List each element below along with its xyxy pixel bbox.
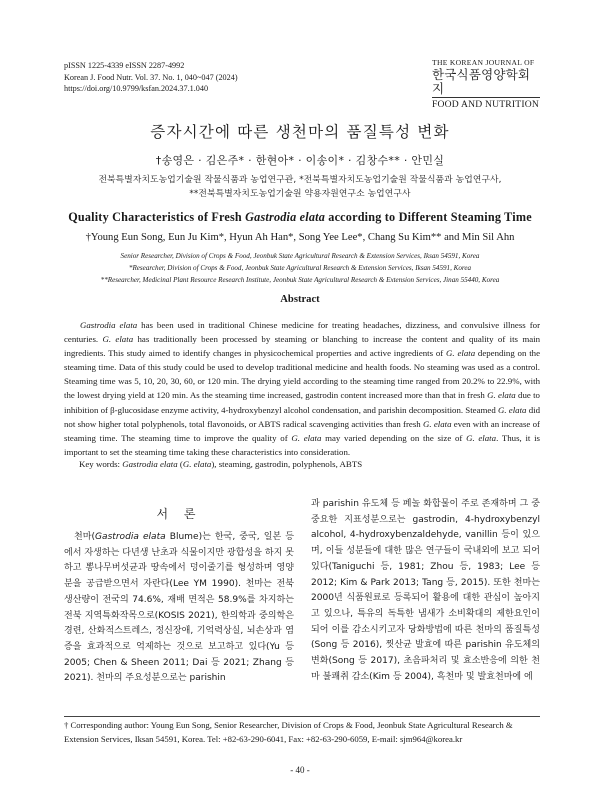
- abstract-span: may varied depending on the size of: [321, 432, 467, 443]
- text-span: Blume)는 한국, 중국, 일본 등에서 자생하는 다년생 난초과 식물이지만 광합성을 하지 못하고 뽕나무버섯균과 땅속에서 덩이줄기를 형성하며 영양분을 공급받으면서 자란다(Lee YM 1990). 천마는 전북 생산량이 전국의 74.6%, 재배 면적은 58.9%를 차지하는 전북 지역특화작목으로(KOSIS 2021), 한의학과 중의학은 경련, 산화적스트레스, 정신장애, 기억력상실, 뇌손상과 염증을 효과적으로 억제하는 것으로 보고하고 있다(Yu 등 2005; Chen & Sheen 2011; Dai 등 2021; Zhang 등 2021). 천마의 주요성분으로는 parishin: [64, 532, 295, 684]
- korean-title: 증자시간에 따른 생천마의 품질특성 변화: [150, 123, 450, 141]
- abstract-span: G. elata: [291, 432, 322, 443]
- abstract-span: . Thus, it is important to set the steaming time taking these characteristics into consideration.: [64, 432, 540, 457]
- abstract-span: has traditionally been processed by steaming or blanching to increase the content and quality of its main ingredients. This study aimed to identify changes in physicochemical properties and active ingredients of: [64, 334, 540, 359]
- keyword-sep: (: [177, 459, 183, 469]
- doi-link[interactable]: https://doi.org/10.9799/ksfan.2024.37.1.040: [64, 84, 209, 93]
- keywords-label: Key words:: [79, 459, 123, 469]
- keyword: Gastrodia elata: [122, 459, 178, 469]
- journal-logo-line3: FOOD AND NUTRITION: [432, 99, 539, 110]
- abstract-span: G. elata: [422, 418, 452, 429]
- journal-meta: [64, 60, 238, 95]
- english-title: [0, 210, 600, 225]
- section-heading-introduction: 서 론: [156, 507, 202, 521]
- korean-affiliation-1: 전북특별자치도농업기술원 작물식품과 농업연구관, *전북특별자치도농업기술원 작물식품과 농업연구사,: [98, 175, 502, 185]
- abstract-span: even with an increase of steaming time. The steaming time to improve the quality of: [64, 418, 540, 443]
- journal-reference: Korean J. Food Nutr. Vol. 37. No. 1, 040~047 (2024): [64, 72, 238, 82]
- english-affiliation-3: **Researcher, Medicinal Plant Resource Research Institute, Jeonbuk State Agricultural Research & Extension Services, Jinan 55440, Korea: [100, 276, 500, 284]
- keyword: G. elata: [182, 459, 212, 469]
- keyword: ), steaming, gastrodin, polyphenols, ABTS: [211, 459, 363, 469]
- left-column-text: [64, 530, 294, 687]
- abstract-span: Gastrodia elata: [80, 320, 138, 330]
- journal-logo-korean: 한국식품영양학회지: [432, 67, 531, 96]
- abstract-span: did not show higher total polyphenols, total flavonoids, or ABTS radical scavenging activities than fresh: [64, 404, 540, 429]
- abstract-span: G. elata: [466, 432, 497, 443]
- page-number: - 40 -: [290, 765, 310, 775]
- english-title-species: Gastrodia elata: [245, 210, 326, 224]
- abstract-span: G. elata: [446, 348, 476, 359]
- english-title-post: according to Different Steaming Time: [325, 210, 532, 224]
- footnote-divider: [64, 716, 540, 717]
- abstract-span: depending on the steaming time. Data of this study could be used to develop traditional medicine and health foods. No steaming was used as a control. Steaming time was 5, 10, 20, 30, 60, or 120 min. The drying yield according to the steaming time ranged from 20.2% to 22.9%, with the lowest drying yield at 120 min. As the steaming time increased, gastrodin content increased more than that in fresh: [64, 348, 540, 401]
- abstract-span: has been used in traditional Chinese medicine for treating headaches, dizziness, and convulsive illness for centuries.: [64, 320, 541, 345]
- text-span: Gastrodia elata: [95, 532, 166, 542]
- right-column-text: 과 parishin 유도체 등 페놀 화합물이 주로 존재하며 그 중 중요한 지표성분으로는 gastrodin, 4-hydroxybenzyl alcohol, 4-hydroxybenzaldehyde, vanillin 등이 있으며, 이들 성분들에 대한 많은 연구들이 국내외에 보고 되어 있다(Taniguchi 등, 1981; Zhou 등, 1983; Lee 등 2012; Kim & Park 2013; Tang 등, 2015). 또한 천마는 2000년 식품원료로 등록되어 활용에 대한 관심이 높아지고 있으나, 특유의 독특한 냄새가 소비확대의 제한요인이 되어 이를 감소시키고자 당화방법에 따른 천마의 품질특성(Song 등 2016), 찟산균 발효에 따른 parishin 유도체의 변화(Song 등 2017), 초음파처리 및 효소반응에 의한 천마 불쾌취 감소(Kim 등 2004), 흑천마 및 발효천마에 에: [311, 499, 540, 682]
- issn-line: pISSN 1225-4339 eISSN 2287-4992: [64, 61, 185, 70]
- text-span: 천마(: [74, 532, 96, 542]
- left-column: [64, 497, 294, 687]
- corresponding-author-footnote: † Corresponding author: Young Eun Song, Senior Researcher, Division of Crops & Food, Jeonbuk State Agricultural Research & Extension Services, Iksan 54591, Korea. Tel: +82-63-290-6041, Fax: +82-63-290-6059, E-mail: sjm964@korea.kr: [64, 720, 513, 744]
- keywords: [79, 459, 362, 469]
- abstract-span: due to inhibition of β-glucosidase enzyme activity, 4-hydroxybenzyl alcohol condensation, and parishin decomposition. Steamed: [64, 390, 540, 415]
- abstract-span: G. elata: [487, 390, 516, 401]
- english-affiliation-1: Senior Researcher, Division of Crops & Food, Jeonbuk State Agricultural Research & Extension Services, Iksan 54591, Korea: [120, 252, 480, 260]
- journal-logo-line1: THE KOREAN JOURNAL OF: [432, 58, 535, 67]
- english-affiliation-2: *Researcher, Division of Crops & Food, Jeonbuk State Agricultural Research & Extension Services, Iksan 54591, Korea: [128, 264, 472, 272]
- abstract-heading: Abstract: [280, 294, 320, 305]
- journal-logo: [432, 58, 540, 110]
- abstract-span: G. elata: [102, 334, 134, 345]
- abstract-body: [64, 318, 540, 459]
- english-title-pre: Quality Characteristics of Fresh: [68, 210, 246, 224]
- korean-affiliation-2: **전북특별자치도농업기술원 약용자원연구소 농업연구사: [189, 189, 411, 199]
- abstract-span: G. elata: [497, 404, 527, 415]
- english-authors: †Young Eun Song, Eun Ju Kim*, Hyun Ah Han*, Song Yee Lee*, Chang Su Kim** and Min Sil Ahn: [85, 232, 515, 243]
- right-column: [311, 497, 540, 685]
- korean-authors: †송영은 · 김은주* · 한현아* · 이송이* · 김창수** · 안민실: [155, 154, 445, 167]
